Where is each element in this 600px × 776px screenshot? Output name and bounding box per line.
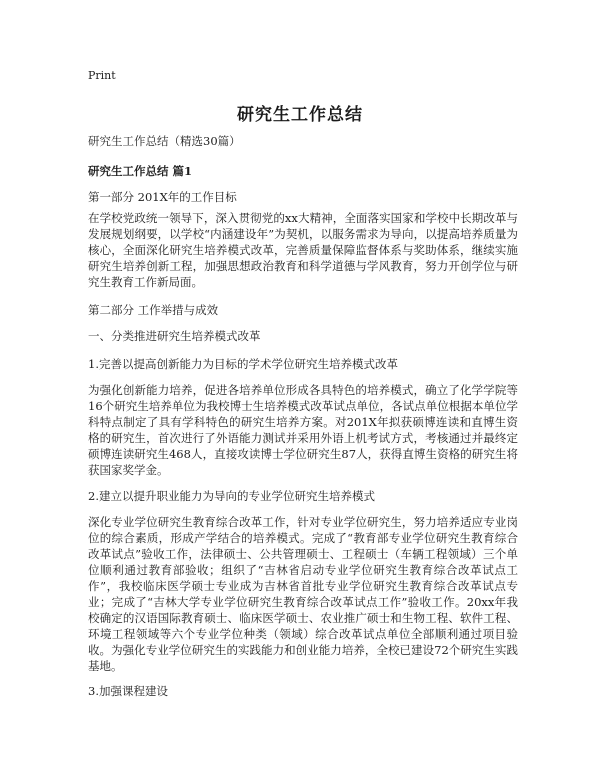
sub2-heading: 2.建立以提升职业能力为导向的专业学位研究生培养模式: [88, 489, 375, 503]
section-heading: 研究生工作总结 篇1: [88, 164, 193, 178]
document-subtitle: 研究生工作总结（精选30篇）: [88, 134, 241, 148]
sub2-paragraph: 深化专业学位研究生教育综合改革工作，针对专业学位研究生，努力培养适应专业岗位的综合素质，形成产学结合的培养模式。完成了“教育部专业学位研究生教育综合改革试点”验收工作，法律硕士、公共管理硕士、工程硕士（车辆工程领域）三个单位顺利通过教育部验收；组织了“吉林省启动专业学位研究生教育综合改革试点工作”，我校临床医学硕士专业成为吉林省首批专业学位研究生教育综合改革试点专业；完成了“吉林大学专业学位研究生教育综合改革试点工作”验收工作。20xx年我校确定的汉语国际教育硕士、临床医学硕士、农业推广硕士和生物工程、软件工程、环境工程领域等六个专业学位种类（领域）综合改革试点单位全部顺利通过项目验收。为强化专业学位研究生的实践能力和创业能力培养，全校已建设72个研究生实践基地。: [88, 515, 518, 673]
sub1-paragraph: 为强化创新能力培养，促进各培养单位形成各具特色的培养模式，确立了化学学院等16个研究生培养单位为我校博士生培养模式改革试点单位，各试点单位根据本单位学科特点制定了具有学科特色的研究生培养方案。对201X年拟获硕博连读和直博生资格的研究生，首次进行了外语能力测试并采用外语上机考试方式，考核通过并最终定硕博连读研究生468人，直接攻读博士学位研究生87人，获得直博生资格的研究生将获国家奖学金。: [88, 383, 518, 477]
item1-heading: 一、分类推进研究生培养模式改革: [88, 329, 261, 343]
page-title: 研究生工作总结: [237, 105, 363, 125]
part1-paragraph: 在学校党政统一领导下，深入贯彻党的xx大精神，全面落实国家和学校中长期改革与发展规划纲要，以学校“内涵建设年”为契机，以服务需求为导向，以提高培养质量为核心，全面深化研究生培养模式改革，完善质量保障监督体系与奖助体系，继续实施研究生培养创新工程，加强思想政治教育和科学道德与学风教育，努力开创学位与研究生教育工作新局面。: [88, 211, 518, 289]
sub3-heading: 3.加强课程建设: [88, 684, 168, 698]
part1-heading: 第一部分 201X年的工作目标: [88, 190, 237, 204]
part2-heading: 第二部分 工作举措与成效: [88, 303, 219, 317]
sub1-heading: 1.完善以提高创新能力为目标的学术学位研究生培养模式改革: [88, 357, 398, 371]
print-label[interactable]: Print: [88, 69, 116, 82]
